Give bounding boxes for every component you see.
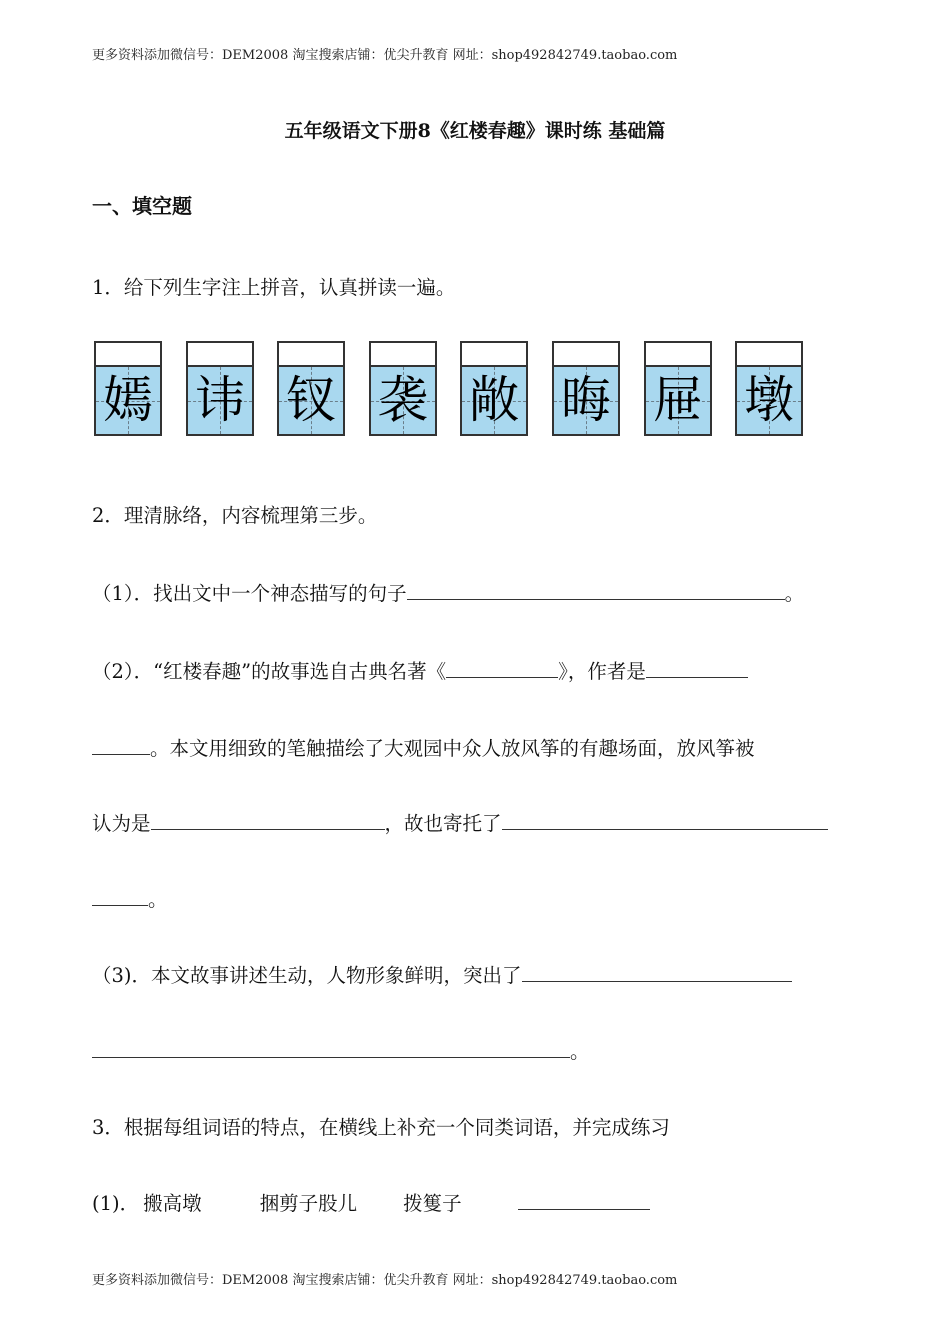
char-glyph: 嫣 [103,371,153,429]
question-2: 2．理清脉络，内容梳理第三步。 [92,504,378,527]
section-heading: 一、填空题 [92,194,192,218]
answer-blank[interactable] [446,659,558,678]
char-cell [644,341,712,436]
answer-blank[interactable] [407,581,785,600]
question-2-2: （2）．“红楼春趣”的故事选自古典名著《 》，作者是 [92,656,748,684]
word-item: 捆剪子股儿 [259,1192,358,1215]
char-glyph: 墩 [744,371,794,429]
question-2-1: （1）．找出文中一个神态描写的句子 。 [92,582,805,605]
page-footer: 更多资料添加微信号：DEM2008 淘宝搜索店铺：优尖升教育 网址：shop492842749.taobao.com [92,1273,678,1288]
question-2-2-cont: 。本文用细致的笔触描绘了大观园中众人放风筝的有趣场面，放风筝被 [92,733,755,761]
char-cell [552,341,620,436]
char-glyph: 袭 [378,371,428,429]
char-glyph: 敞 [469,371,519,429]
question-2-2-cont3: 。 [92,884,168,912]
answer-blank[interactable] [92,887,148,906]
char-glyph: 晦 [561,371,611,429]
answer-blank[interactable] [151,811,385,830]
pinyin-box[interactable] [737,343,801,367]
word-item: 搬高墩 [143,1192,202,1215]
char-glyph: 讳 [195,371,245,429]
answer-blank[interactable] [646,659,748,678]
char-cell [460,341,528,436]
answer-blank[interactable] [92,1039,570,1058]
char-cell [186,341,254,436]
pinyin-box[interactable] [462,343,526,367]
char-cell [277,341,345,436]
answer-blank[interactable] [502,811,828,830]
answer-blank[interactable] [518,1191,650,1210]
pinyin-box[interactable] [371,343,435,367]
question-2-2-cont2: 认为是 ，故也寄托了 [92,808,828,836]
char-cell [735,341,803,436]
question-2-3: （3)．本文故事讲述生动，人物形象鲜明，突出了 [92,960,792,988]
char-glyph: 屉 [653,371,703,429]
pinyin-box[interactable] [188,343,252,367]
page-title: 五年级语文下册8《红楼春趣》课时练 基础篇 [284,120,666,142]
question-3-1: (1)． 搬高墩 捆剪子股儿 拨篗子 [92,1188,650,1216]
char-cell [94,341,162,436]
char-glyph: 钗 [286,371,336,429]
question-2-3-cont: 。 [92,1036,590,1064]
answer-blank[interactable] [522,963,792,982]
pinyin-box[interactable] [554,343,618,367]
pinyin-box[interactable] [279,343,343,367]
question-3: 3．根据每组词语的特点，在横线上补充一个同类词语，并完成练习 [92,1116,670,1139]
page-header: 更多资料添加微信号：DEM2008 淘宝搜索店铺：优尖升教育 网址：shop492842749.taobao.com [92,48,678,63]
pinyin-box[interactable] [96,343,160,367]
pinyin-box[interactable] [646,343,710,367]
answer-blank[interactable] [92,736,150,755]
word-item: 拨篗子 [403,1192,462,1215]
question-1: 1．给下列生字注上拼音，认真拼读一遍。 [92,276,456,299]
char-cell [369,341,437,436]
